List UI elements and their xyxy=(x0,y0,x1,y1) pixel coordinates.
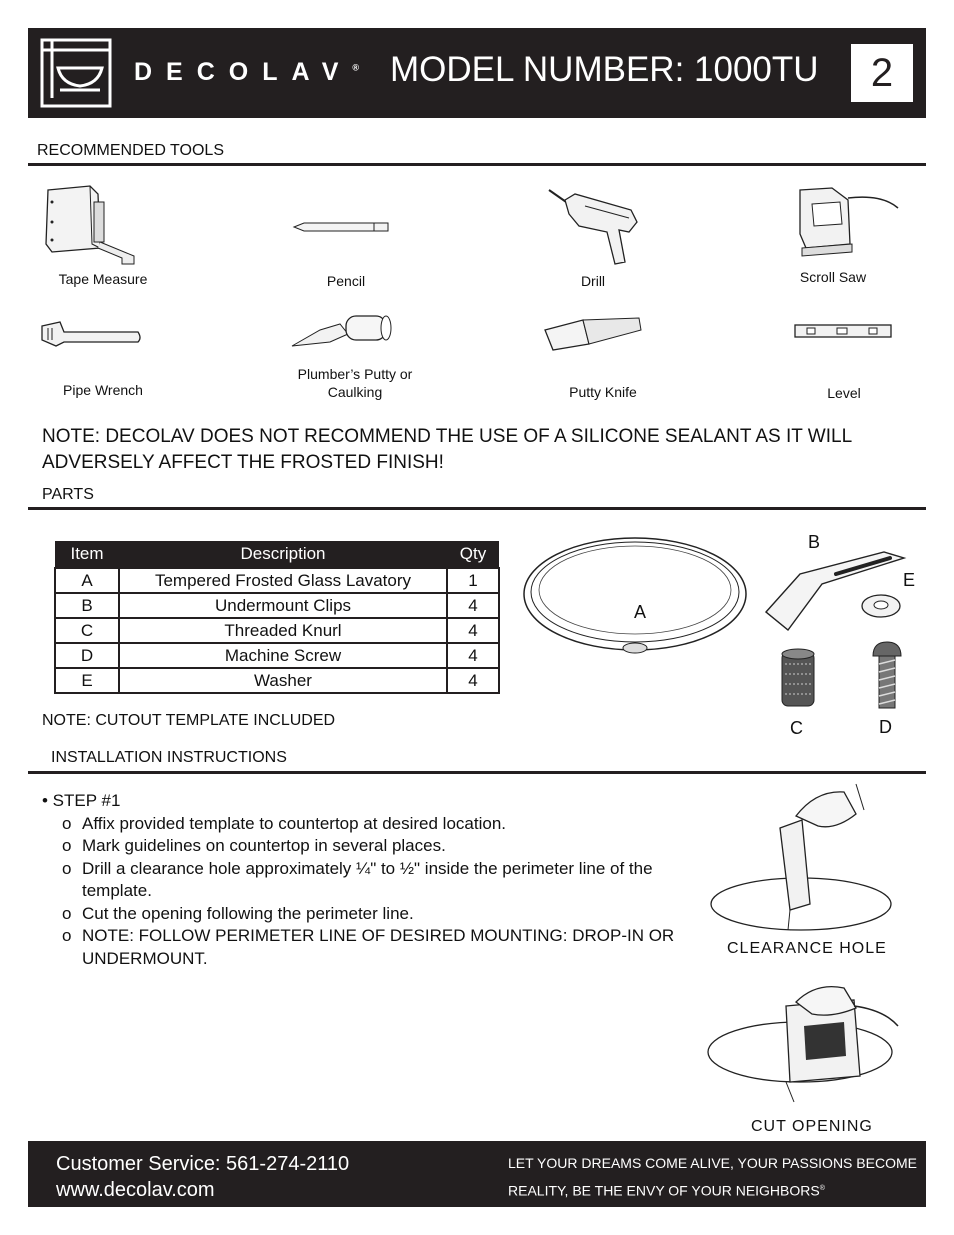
section-divider xyxy=(28,771,926,774)
cut-opening-illustration xyxy=(704,966,900,1110)
list-item: o Mark guidelines on countertop in several places. xyxy=(42,835,692,858)
page-number: 2 xyxy=(851,44,913,102)
list-item: o NOTE: FOLLOW PERIMETER LINE OF DESIRED MOUNTING: DROP-IN OR UNDERMOUNT. xyxy=(62,926,675,968)
tool-label: Plumber’s Putty or Caulking xyxy=(297,366,413,400)
tool-label: Pipe Wrench xyxy=(63,382,143,398)
installation-section-title: INSTALLATION INSTRUCTIONS xyxy=(51,749,287,766)
glass-lavatory-illustration xyxy=(520,534,750,660)
customer-service-phone: Customer Service: 561-274-2110 xyxy=(56,1153,350,1175)
table-header-row xyxy=(55,541,499,568)
bullet: o xyxy=(62,926,72,945)
contact-info xyxy=(56,1151,349,1203)
part-label-d: D xyxy=(879,717,892,737)
parts-section-title: PARTS xyxy=(42,486,94,503)
table-row xyxy=(55,618,499,643)
silicone-warning-note: NOTE: DECOLAV DOES NOT RECOMMEND THE USE OF A SILICONE SEALANT AS IT WILL ADVERSELY AFFECT THE FROSTED FINISH! xyxy=(42,426,852,473)
table-cell: C xyxy=(55,618,119,643)
tool-label: Pencil xyxy=(326,273,366,289)
figure-caption: CUT OPENING xyxy=(751,1118,873,1135)
column-header: Item xyxy=(55,541,119,568)
list-item: o Drill a clearance hole approximately ¼" to ½" inside the perimeter line of the template. xyxy=(62,858,653,900)
table-cell: 4 xyxy=(447,668,499,693)
table-cell: Washer xyxy=(119,668,447,693)
table-row xyxy=(55,593,499,618)
table-cell: 4 xyxy=(447,643,499,668)
table-cell: A xyxy=(55,568,119,593)
bullet: o xyxy=(62,813,72,833)
section-divider xyxy=(28,163,926,166)
step-title: • STEP #1 xyxy=(42,791,121,810)
list-item: o Affix provided template to countertop at desired location. xyxy=(42,813,692,836)
part-label-b: B xyxy=(808,532,821,552)
table-cell: 1 xyxy=(447,568,499,593)
footer-bar xyxy=(28,1141,926,1207)
website-link[interactable]: www.decolav.com xyxy=(56,1179,215,1201)
table-cell: Undermount Clips xyxy=(119,593,447,618)
table-row xyxy=(55,568,499,593)
pencil-icon xyxy=(292,220,392,234)
tool-label: Scroll Saw xyxy=(799,269,867,285)
tools-section-title: RECOMMENDED TOOLS xyxy=(37,142,224,159)
tool-label: Drill xyxy=(580,273,606,289)
brand-name: DECOLAV® xyxy=(134,58,360,86)
part-label-c: C xyxy=(790,718,803,738)
washer-illustration xyxy=(860,593,902,619)
level-icon xyxy=(793,323,893,339)
scroll-saw-icon xyxy=(792,184,902,264)
decolav-logo-icon xyxy=(40,38,112,108)
list-item: o Cut the opening following the perimeter line. xyxy=(42,903,692,926)
bullet: o xyxy=(62,858,72,878)
model-title: MODEL NUMBER: 1000TU xyxy=(390,50,819,89)
tape-measure-icon xyxy=(42,182,142,272)
cutout-template-note: NOTE: CUTOUT TEMPLATE INCLUDED xyxy=(42,712,336,729)
figure-caption: CLEARANCE HOLE xyxy=(727,940,887,957)
table-cell: B xyxy=(55,593,119,618)
threaded-knurl-illustration xyxy=(779,646,817,710)
table-cell: 4 xyxy=(447,593,499,618)
clearance-hole-illustration xyxy=(706,780,900,936)
bullet: o xyxy=(62,836,72,855)
table-cell: D xyxy=(55,643,119,668)
tool-label: Tape Measure xyxy=(58,271,148,287)
tool-label: Putty Knife xyxy=(569,384,637,400)
step-1-instructions xyxy=(42,790,692,970)
tool-label: Level xyxy=(827,385,861,401)
column-header: Description xyxy=(119,541,447,568)
table-row xyxy=(55,668,499,693)
bullet: o xyxy=(62,903,72,923)
header-bar xyxy=(28,28,926,118)
machine-screw-illustration xyxy=(870,640,904,714)
section-divider xyxy=(28,507,926,510)
part-label-a: A xyxy=(634,602,647,622)
part-label-e: E xyxy=(903,570,916,590)
caulk-gun-icon xyxy=(290,312,394,352)
drill-icon xyxy=(545,186,645,268)
parts-table xyxy=(54,541,500,694)
table-cell: Machine Screw xyxy=(119,643,447,668)
table-cell: Threaded Knurl xyxy=(119,618,447,643)
table-row xyxy=(55,643,499,668)
table-cell: E xyxy=(55,668,119,693)
table-cell: 4 xyxy=(447,618,499,643)
table-cell: Tempered Frosted Glass Lavatory xyxy=(119,568,447,593)
undermount-clip-illustration xyxy=(764,548,908,632)
column-header: Qty xyxy=(447,541,499,568)
tagline: LET YOUR DREAMS COME ALIVE, YOUR PASSIONS BECOME REALITY, BE THE ENVY OF YOUR NEIGHBORS® xyxy=(508,1155,917,1199)
putty-knife-icon xyxy=(543,316,643,352)
pipe-wrench-icon xyxy=(38,318,142,350)
